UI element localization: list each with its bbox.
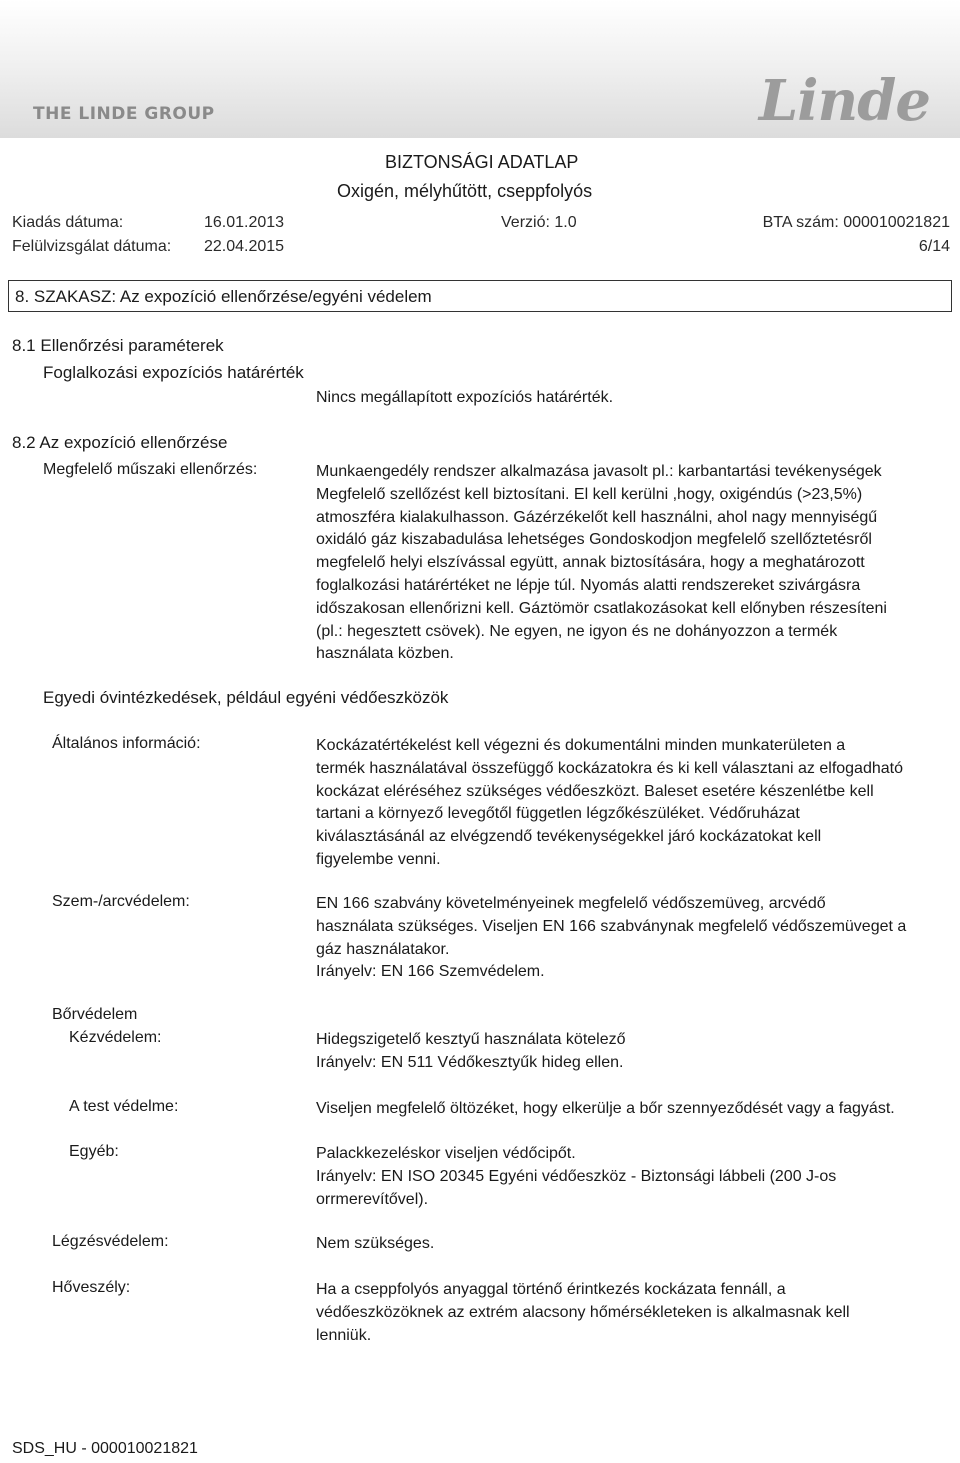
respiratory-protection-text: Nem szükséges. [316, 1235, 435, 1252]
body-protection-label: A test védelme: [69, 1098, 179, 1115]
subsection-8-1-heading: 8.1 Ellenőrzési paraméterek [12, 336, 224, 355]
hand-protection-label: Kézvédelem: [69, 1029, 162, 1046]
thermal-hazard-label: Hőveszély: [52, 1279, 131, 1296]
section-title: 8. SZAKASZ: Az expozíció ellenőrzése/egyéni védelem [15, 287, 432, 306]
document-title: BIZTONSÁGI ADATLAP [385, 152, 579, 172]
oel-value: Nincs megállapított expozíciós határérték. [316, 389, 614, 406]
section-header [8, 280, 952, 312]
footer-document-code: SDS_HU - 000010021821 [12, 1440, 198, 1457]
other-protection-text: Palackkezeléskor viseljen védőcipőt. Irányelv: EN ISO 20345 Egyéni védőeszköz - Biztonsági lábbeli (200 J-os orrmerevítővel). [316, 1145, 837, 1208]
thermal-hazard-text: Ha a cseppfolyós anyaggal történő érintkezés kockázata fennáll, a védőeszközöknek az extrém alacsony hőmérsékleteken is alkalmasnak kell lenniük. [316, 1281, 850, 1344]
skin-protection-label: Bőrvédelem [52, 1006, 138, 1023]
eye-face-protection-label: Szem-/arcvédelem: [52, 893, 190, 910]
engineering-controls-label: Megfelelő műszaki ellenőrzés: [43, 461, 258, 478]
general-info-label: Általános információ: [52, 735, 201, 752]
oel-heading: Foglalkozási expozíciós határérték [43, 363, 304, 382]
product-name: Oxigén, mélyhűtött, cseppfolyós [337, 181, 593, 201]
header-banner [0, 0, 960, 138]
issue-date-label: Kiadás dátuma: [12, 214, 124, 231]
review-date-label: Felülvizsgálat dátuma: [12, 238, 172, 255]
review-date-value: 22.04.2015 [204, 238, 285, 255]
subsection-8-2-heading: 8.2 Az expozíció ellenőrzése [12, 433, 228, 452]
engineering-controls-text: Munkaengedély rendszer alkalmazása javasolt pl.: karbantartási tevékenységek Megfelelő szellőzést kell biztosítani. El kell kerülni ,hogy, oxigéndús (>23,5%) atmoszféra kialakulhasson. Gázérzékelőt kell használni, ahol nagy mennyiségű oxidáló gáz kiszabadulása lehetséges Gondoskodjon megfelelő szellőztetésről megfelelő helyi elszívással együtt, annak biztosítására, hogy a meghatározott foglalkozási határértéket ne lépje túl. Nyomás alatti rendszereket szivárgásra időszakosan ellenőrizni kell. Gáztömör csatlakozásokat kell előnyben részesíteni (pl.: hegesztett csövek). Ne egyen, ne igyon és ne dohányozzon a termék használata közben. [316, 463, 887, 663]
linde-group-logo: THE LINDE GROUP [33, 104, 215, 124]
bta-number: BTA szám: 000010021821 [762, 214, 950, 231]
other-protection-label: Egyéb: [69, 1143, 119, 1160]
hand-protection-text: Hidegszigetelő kesztyű használata kötelező Irányelv: EN 511 Védőkesztyűk hideg ellen. [316, 1031, 626, 1071]
linde-logo: Linde [758, 68, 930, 134]
ppe-heading: Egyedi óvintézkedések, például egyéni védőeszközök [43, 688, 449, 707]
general-info-text: Kockázatértékelést kell végezni és dokumentálni minden munkaterületen a termék használatával összefüggő kockázatokra és ki kell választani az elfogadható kockázat eléréséhez szükséges védőeszközt. Baleset esetére készenlétbe kell tartani a környező levegőtől független légzőkészüléket. Védőruházat kiválasztásánál az elvégzendő tevékenységekkel járó kockázatokat kell figyelembe venni. [316, 737, 903, 868]
eye-face-protection-text: EN 166 szabvány követelményeinek megfelelő védőszemüveg, arcvédő használata szükséges. Viseljen EN 166 szabványnak megfelelő védőszemüveget a gáz használatakor. Irányelv: EN 166 Szemvédelem. [316, 895, 907, 981]
respiratory-protection-label: Légzésvédelem: [52, 1233, 169, 1250]
issue-date-value: 16.01.2013 [204, 214, 285, 231]
body-protection-text: Viseljen megfelelő öltözéket, hogy elkerülje a bőr szennyeződését vagy a fagyást. [316, 1100, 895, 1117]
page-number: 6/14 [918, 238, 950, 255]
version: Verzió: 1.0 [501, 214, 577, 231]
